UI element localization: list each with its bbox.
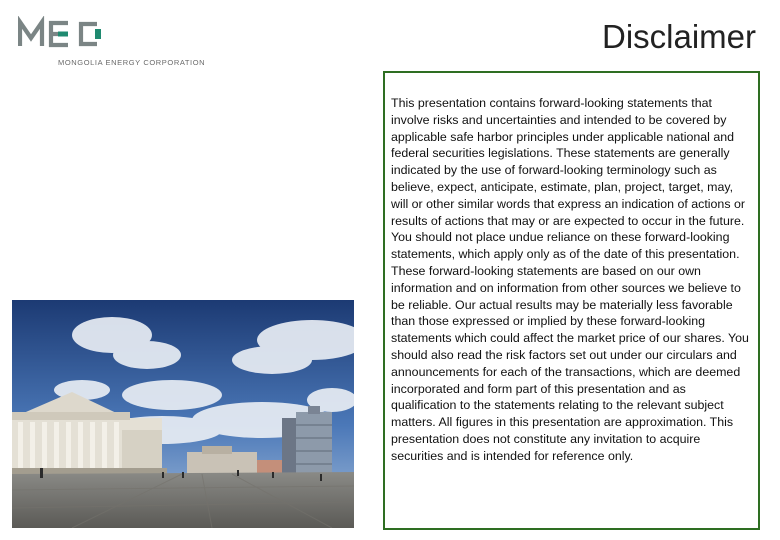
disclaimer-text: This presentation contains forward-looking statements that involve risks and uncertainties and intended to be covered by applicable safe harbor principles under applicable national and federal securities legislations. These statements are generally indicated by the use of forward-looking terminology such as believe, expect, anticipate, estimate, plan, project, target, may, will or other similar words that express an indication of actions or results of actions that may or are expected to occur in the future. You should not place undue reliance on these forward-looking statements, which apply only as of the date of this presentation. These forward-looking statements are based on our own information and on information from other sources we believe to be reliable. Our actual results may be materially less favorable than those expressed or implied by these forward-looking statements which could affect the market price of our shares. You should also read the risk factors set out under our circulars and announcements for each of the transactions, which are deemed incorporated and form part of this presentation and as qualification to the statements relating to the relevant subject matters. All figures in this presentation are approximation. This presentation does not constitute any invitation to acquire securities and is intended for reference only. <box>391 96 749 463</box>
city-square-photo <box>12 300 354 528</box>
mec-logo-mark <box>18 16 108 52</box>
photo-illustration <box>12 300 354 528</box>
company-name: MONGOLIA ENERGY CORPORATION <box>58 58 206 67</box>
page-title: Disclaimer <box>601 18 756 55</box>
disclaimer-box <box>383 71 760 530</box>
company-logo <box>18 16 223 72</box>
